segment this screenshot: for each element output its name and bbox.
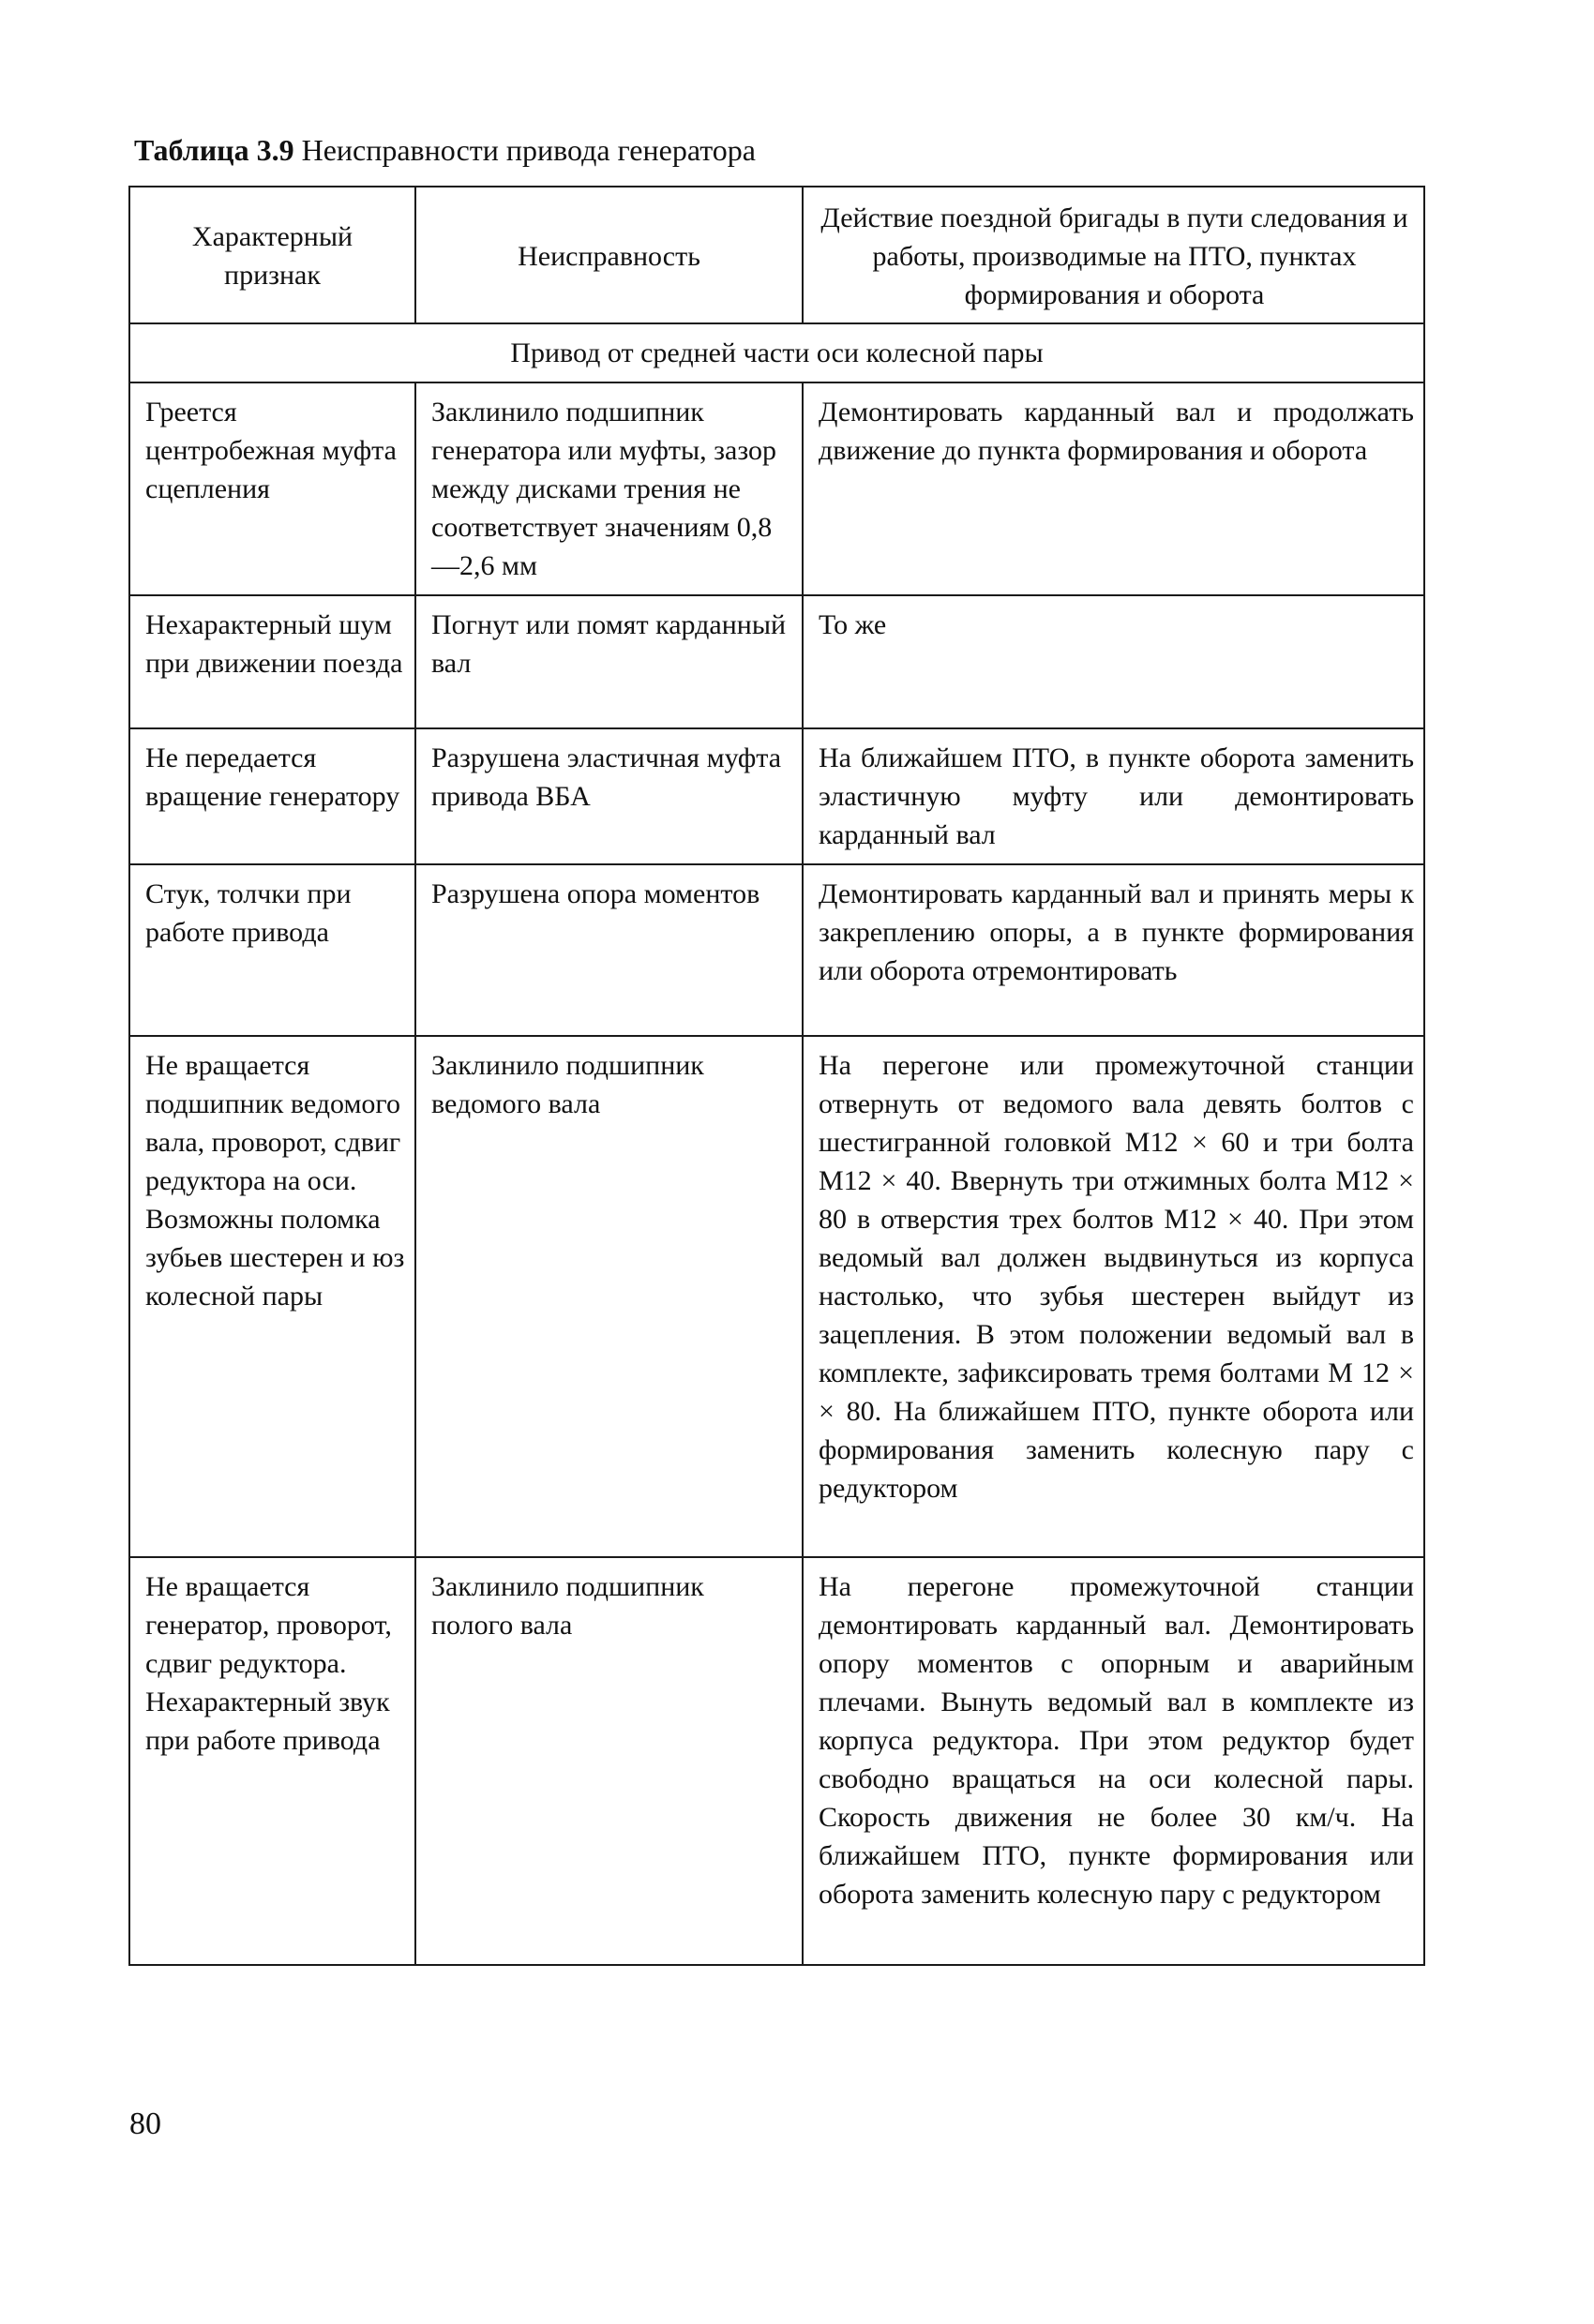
table-caption-title: Неисправности привода генератора [301,133,756,167]
cell-sign: Греется центробежная муфта сцепления [129,382,415,595]
cell-sign: Нехарактерный шум при движении поезда [129,595,415,728]
table-row [129,382,1424,595]
cell-fault: Разрушена эластичная муфта привода ВБА [415,728,803,864]
cell-fault: Погнут или помят карданный вал [415,595,803,728]
cell-fault: Заклинило подшипник ведомого вала [415,1036,803,1557]
table-row [129,728,1424,864]
header-fault: Неисправность [415,187,803,323]
cell-sign: Не передается вращение генератору [129,728,415,864]
section-row [129,323,1424,382]
cell-sign: Не вращается генератор, проворот, сдвиг редуктора. Нехарактерный звук при работе привода [129,1557,415,1965]
page-number: 80 [129,2107,161,2141]
cell-action: То же [803,595,1424,728]
table-row [129,595,1424,728]
header-sign: Характерный признак [129,187,415,323]
cell-action: На ближайшем ПТО, в пункте оборота заменить эластичную муфту или демонтировать карданный вал [803,728,1424,864]
cell-fault: Заклинило подшипник генератора или муфты, зазор между дисками трения не соответствует значениям 0,8—2,6 мм [415,382,803,595]
table-row [129,1036,1424,1557]
table-row [129,1557,1424,1965]
faults-table [128,186,1425,1966]
cell-action: Демонтировать карданный вал и принять меры к закреплению опоры, а в пункте формирования или оборота отремонтировать [803,864,1424,1036]
cell-sign: Не вращается подшипник ведомого вала, проворот, сдвиг редуктора на оси. Возможны поломка зубьев шестерен и юз колесной пары [129,1036,415,1557]
table-header-row [129,187,1424,323]
table-caption [134,131,756,169]
table-row [129,864,1424,1036]
cell-action: На перегоне или промежуточной станции отвернуть от ведомого вала девять болтов с шестигранной головкой М12 × 60 и три болта М12 × 40. Ввернуть три отжимных болта М12 × 80 в отверстия трех болтов М12 × 40. При этом ведомый вал должен выдвинуться из корпуса настолько, что зубья шестерен выйдут из зацепления. В этом положении ведомый вал в комплекте, зафиксировать тремя болтами М 12 × × 80. На ближайшем ПТО, пункте оборота или формирования заменить колесную пару с редуктором [803,1036,1424,1557]
cell-sign: Стук, толчки при работе привода [129,864,415,1036]
faults-table-container [128,186,1423,1966]
cell-action: На перегоне промежуточной станции демонтировать карданный вал. Демонтировать опору моментов с опорным и аварийным плечами. Вынуть ведомый вал в комплекте из корпуса редуктора. При этом редуктор будет свободно вращаться на оси колесной пары. Скорость движения не более 30 км/ч. На ближайшем ПТО, пункте формирования или оборота заменить колесную пару с редуктором [803,1557,1424,1965]
cell-fault: Заклинило подшипник полого вала [415,1557,803,1965]
cell-action: Демонтировать карданный вал и продолжать движение до пункта формирования и оборота [803,382,1424,595]
section-title: Привод от средней части оси колесной пары [129,323,1424,382]
header-action: Действие поездной бригады в пути следования и работы, производимые на ПТО, пунктах формирования и оборота [803,187,1424,323]
cell-fault: Разрушена опора моментов [415,864,803,1036]
table-caption-number: Таблица 3.9 [134,133,294,167]
